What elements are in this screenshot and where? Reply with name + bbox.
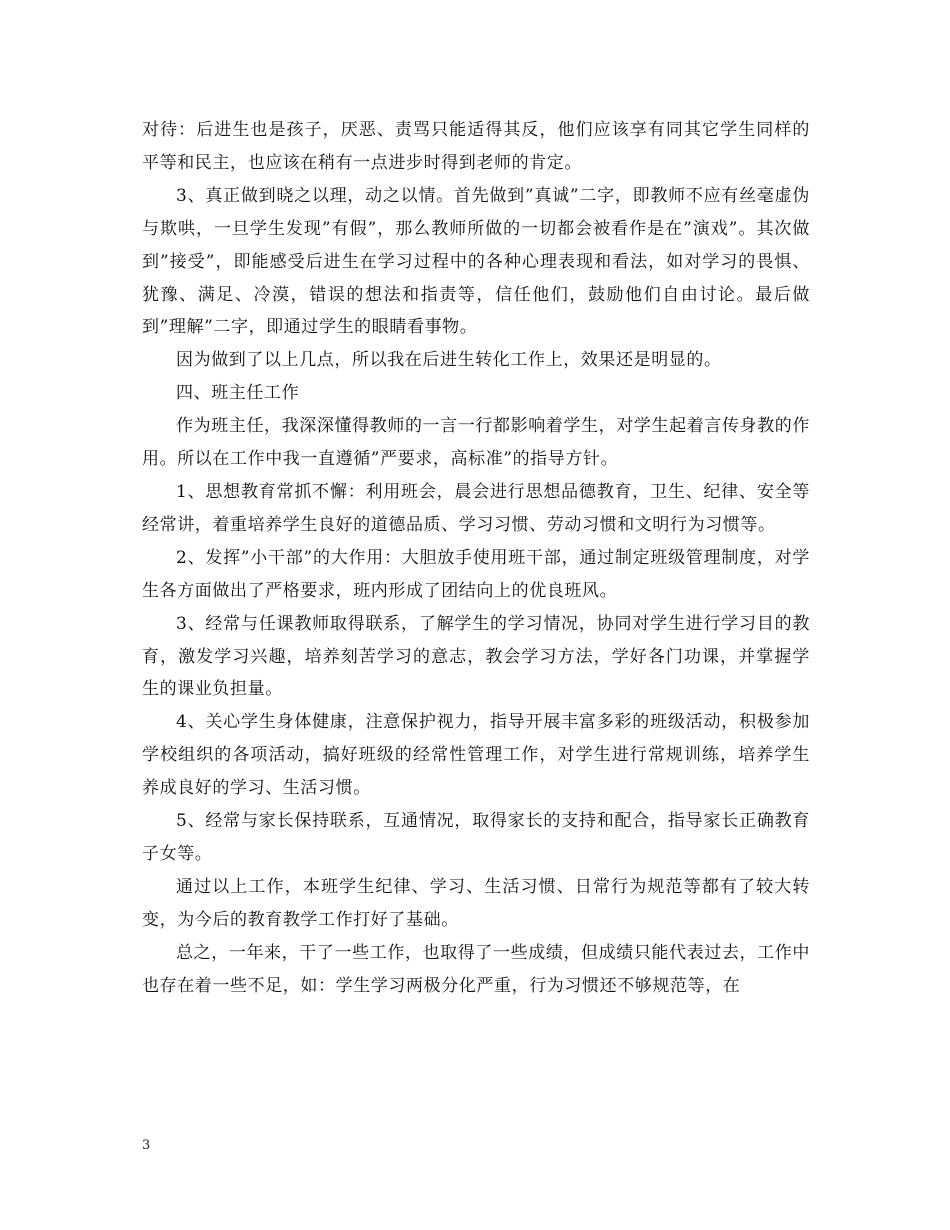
paragraph-item-5: 5、经常与家长保持联系，互通情况，取得家长的支持和配合，指导家长正确教育子女等。 — [142, 811, 810, 864]
paragraph-conversion-result: 因为做到了以上几点，所以我在后进生转化工作上，效果还是明显的。 — [176, 350, 722, 371]
paragraph-item-1: 1、思想教育常抓不懈：利用班会，晨会进行思想品德教育，卫生、纪律、安全等经常讲，着重培养学生良好的道德品质、学习习惯、劳动习惯和文明行为习惯等。 — [142, 481, 810, 535]
paragraph-item-4: 4、关心学生身体健康，注意保护视力，指导开展丰富多彩的班级活动，积极参加学校组织的各项活动，搞好班级的经常性管理工作，对学生进行常规训练，培养学生养成良好的学习、生活习惯。 — [142, 712, 810, 799]
paragraph-class-teacher-intro: 作为班主任，我深深懂得教师的一言一行都影响着学生，对学生起着言传身教的作用。所以在工作中我一直遵循”严要求，高标准”的指导方针。 — [142, 416, 810, 470]
document-body — [142, 114, 810, 1002]
paragraph-sincerity: 3、真正做到晓之以理，动之以情。首先做到”真诚”二字，即教师不应有丝毫虚伪与欺哄，一旦学生发现”有假”，那么教师所做的一切都会被看作是在”演戏”。其次做到”接受”，即能感受后进生在学习过程中的各种心理表现和看法，如对学习的畏惧、犹豫、满足、冷漠，错误的想法和指责等，信任他们，鼓励他们自由讨论。最后做到”理解”二字，即通过学生的眼睛看事物。 — [142, 185, 810, 338]
paragraph-item-2: 2、发挥”小干部”的大作用：大胆放手使用班干部，通过制定班级管理制度，对学生各方面做出了严格要求，班内形成了团结向上的优良班风。 — [142, 547, 810, 601]
paragraph-conclusion: 总之，一年来，干了一些工作，也取得了一些成绩，但成绩只能代表过去，工作中也存在着一些不足，如：学生学习两极分化严重，行为习惯还不够规范等，在 — [142, 942, 810, 996]
paragraph-continuation: 对待：后进生也是孩子，厌恶、责骂只能适得其反，他们应该享有同其它学生同样的平等和民主，也应该在稍有一点进步时得到老师的肯定。 — [142, 120, 810, 173]
paragraph-summary: 通过以上工作，本班学生纪律、学习、生活习惯、日常行为规范等都有了较大转变，为今后的教育教学工作打好了基础。 — [142, 876, 810, 930]
paragraph-item-3: 3、经常与任课教师取得联系，了解学生的学习情况，协同对学生进行学习目的教育，激发学习兴趣，培养刻苦学习的意志，教会学习方法，学好各门功课，并掌握学生的课业负担量。 — [142, 613, 810, 700]
section-heading-class-teacher: 四、班主任工作 — [176, 383, 300, 404]
page-number: 3 — [142, 1138, 151, 1153]
